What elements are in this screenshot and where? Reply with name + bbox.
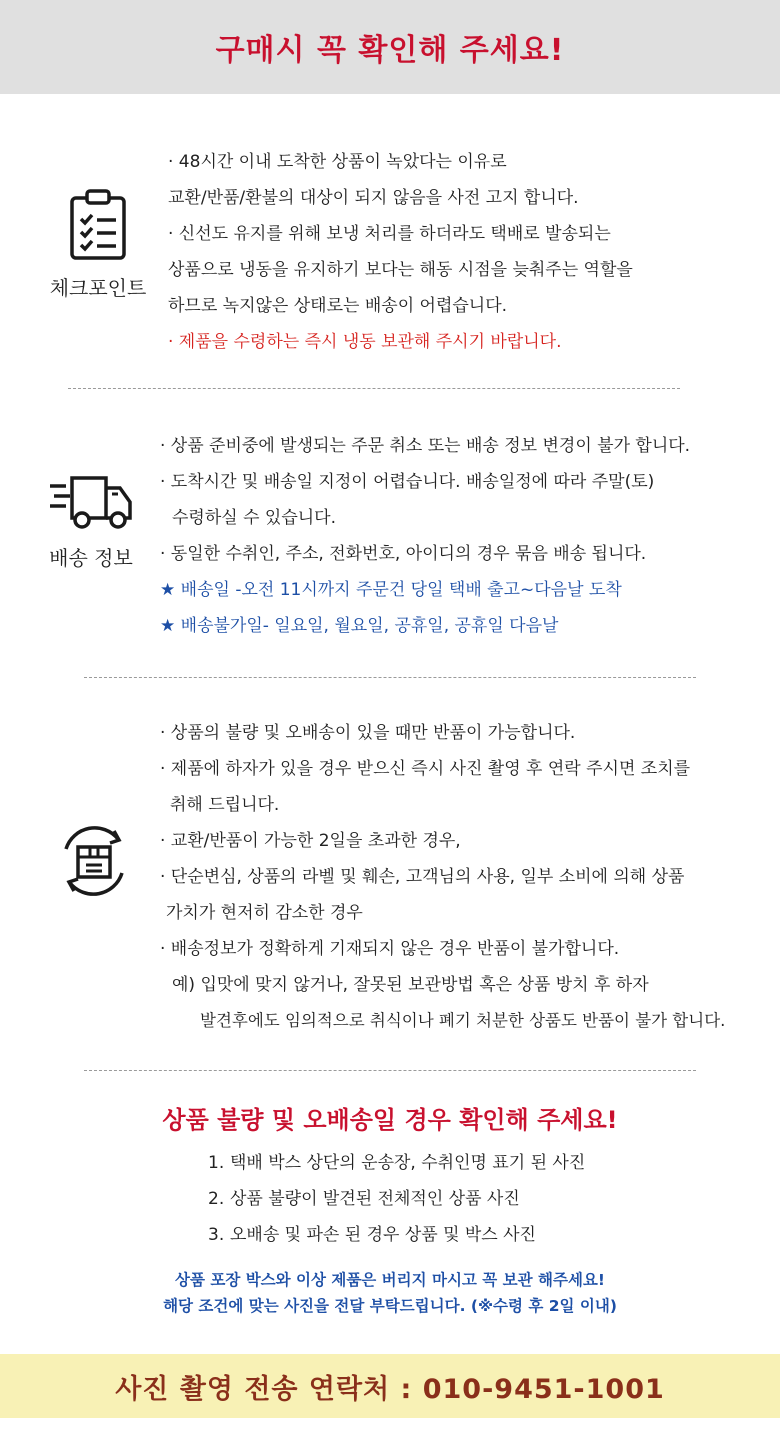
contact-banner [0,1354,780,1418]
clipboard-checklist-icon [68,188,128,262]
text-line-highlight: · 제품을 수령하는 즉시 냉동 보관해 주시기 바랍니다. [168,332,562,352]
list-item-text: 상품 불량이 발견된 전체적인 상품 사진 [230,1189,520,1209]
text-line: · 상품의 불량 및 오배송이 있을 때만 반품이 가능합니다. [160,723,576,743]
text-line: 하므로 녹지않은 상태로는 배송이 어렵습니다. [168,296,508,316]
defect-check-title: 상품 불량 및 오배송일 경우 확인해 주세요! [162,1106,618,1134]
return-box-cycle-icon [52,819,136,903]
text-line: 수령하실 수 있습니다. [172,508,337,528]
text-line-highlight: ★ 배송불가일- 일요일, 월요일, 공휴일, 공휴일 다음날 [160,616,559,636]
checkpoint-icon-block [38,188,158,301]
list-item-number: 1. [208,1153,225,1173]
text-line: · 제품에 하자가 있을 경우 받으신 즉시 사진 촬영 후 연락 주시면 조치를 [160,759,691,779]
shipping-lines [160,428,690,644]
text-line: 가치가 현저히 감소한 경우 [166,903,363,923]
list-item-number: 2. [208,1189,225,1209]
list-item [208,1181,585,1217]
checkpoint-label: 체크포인트 [49,276,147,300]
delivery-truck-icon [48,472,134,532]
section-divider [68,388,680,389]
list-item-number: 3. [208,1225,225,1245]
contact-text: 사진 촬영 전송 연락처 : 010-9451-1001 [115,1373,665,1405]
text-line-highlight: ★ 배송일 -오전 11시까지 주문건 당일 택배 출고~다음날 도착 [160,580,622,600]
returns-icon-block [52,819,136,907]
section-divider [84,677,696,678]
text-line: 취해 드립니다. [170,795,280,815]
list-item [208,1145,585,1181]
checkpoint-lines [168,144,633,360]
shipping-label: 배송 정보 [49,546,133,570]
checkpoint-section [0,140,780,370]
page-header [0,0,780,94]
defect-check-list [208,1145,585,1253]
notice-line: 해당 조건에 맞는 사진을 전달 부탁드립니다. (※수령 후 2일 이내) [163,1297,617,1315]
section-divider [84,1070,696,1071]
text-line: 상품으로 냉동을 유지하기 보다는 해동 시점을 늦춰주는 역할을 [168,260,633,280]
text-line: · 48시간 이내 도착한 상품이 녹았다는 이유로 [168,152,507,172]
page-title: 구매시 꼭 확인해 주세요! [215,33,565,68]
text-line: 발견후에도 임의적으로 취식이나 폐기 처분한 상품도 반품이 불가 합니다. [200,1011,726,1030]
notice-line: 상품 포장 박스와 이상 제품은 버리지 마시고 꼭 보관 해주세요! [175,1271,605,1289]
shipping-icon-block [32,472,150,571]
text-line: · 도착시간 및 배송일 지정이 어렵습니다. 배송일정에 따라 주말(토) [160,472,655,492]
list-item-text: 택배 박스 상단의 운송장, 수취인명 표기 된 사진 [230,1153,586,1173]
returns-lines [160,715,725,1039]
list-item-text: 오배송 및 파손 된 경우 상품 및 박스 사진 [230,1225,536,1245]
text-line: · 단순변심, 상품의 라벨 및 훼손, 고객님의 사용, 일부 소비에 의해 상품 [160,867,685,887]
text-line: · 신선도 유지를 위해 보냉 처리를 하더라도 택배로 발송되는 [168,224,611,244]
text-line: 교환/반품/환불의 대상이 되지 않음을 사전 고지 합니다. [168,188,579,208]
text-line: · 교환/반품이 가능한 2일을 초과한 경우, [160,831,461,851]
text-line: · 배송정보가 정확하게 기재되지 않은 경우 반품이 불가합니다. [160,939,620,959]
returns-section [0,715,780,1045]
list-item [208,1217,585,1253]
text-line: · 상품 준비중에 발생되는 주문 취소 또는 배송 정보 변경이 불가 합니다. [160,436,691,456]
text-line: · 동일한 수취인, 주소, 전화번호, 아이디의 경우 묶음 배송 됩니다. [160,544,647,564]
shipping-section [0,428,780,652]
text-line: 예) 입맛에 맞지 않거나, 잘못된 보관방법 혹은 상품 방치 후 하자 [172,975,649,995]
photo-notice [0,1267,780,1319]
